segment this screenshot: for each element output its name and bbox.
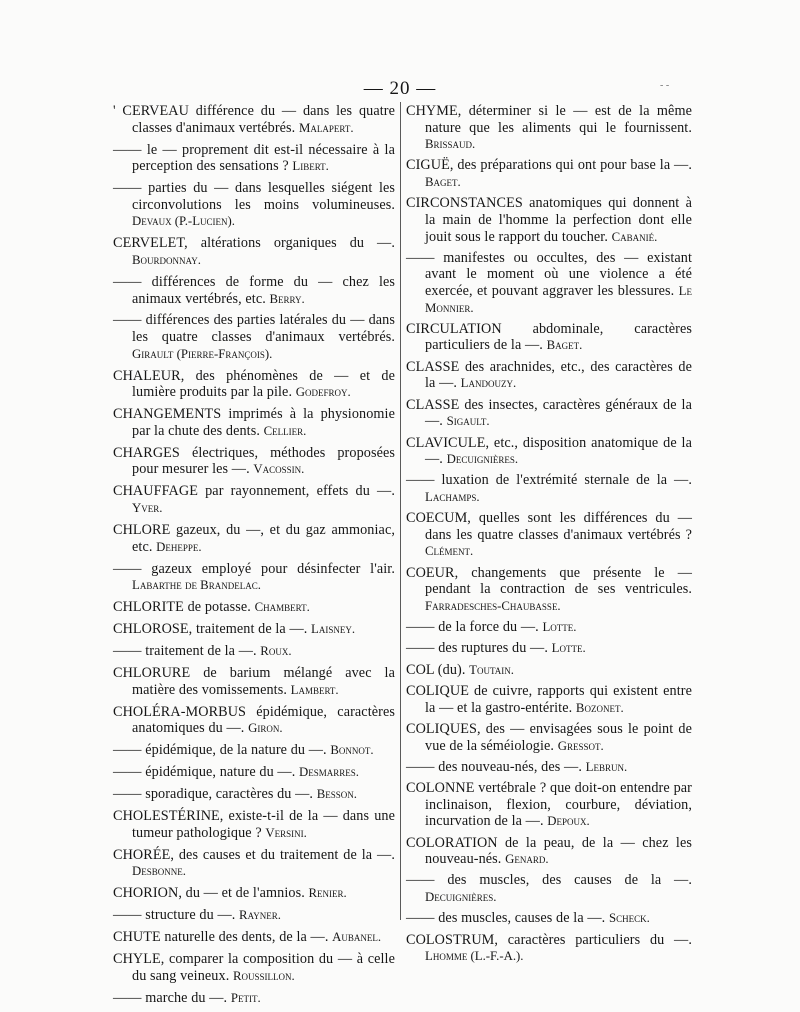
entry-text: CERVELET, altérations organiques du —. <box>113 235 395 252</box>
entry-text: CHALEUR, des phénomènes de — et de lumière produits par la pile. <box>113 367 395 401</box>
entry-author: Desbonne. <box>132 864 186 879</box>
entry-author: Roux. <box>260 644 292 659</box>
index-entry <box>113 704 395 737</box>
index-entry <box>113 599 395 616</box>
entry-text: COLIQUE de cuivre, rapports qui existent entre la — et la gastro-entérite. <box>406 683 692 716</box>
index-entry <box>113 621 395 638</box>
entry-author: Vacossin. <box>253 462 305 477</box>
index-entry <box>113 483 395 516</box>
index-entry <box>113 274 395 307</box>
index-entry <box>406 640 692 657</box>
entry-author: Lhomme (L.-F.-A.). <box>425 949 524 964</box>
index-entry <box>113 951 395 984</box>
entry-author: Desmarres. <box>299 765 359 780</box>
index-entry <box>113 742 395 759</box>
entry-author: Toutain. <box>469 662 514 677</box>
index-entry <box>406 780 692 830</box>
entry-text: COLOSTRUM, caractères particuliers du —. <box>406 931 692 948</box>
index-entry <box>113 180 395 230</box>
entry-author: Devaux (P.-Lucien). <box>132 214 235 229</box>
entry-author: Girault (Pierre-François). <box>132 346 273 361</box>
entry-text: —— luxation de l'extrémité sternale de la —. <box>406 472 692 489</box>
entry-text: CHLORE gazeux, du —, et du gaz ammoniac, etc. <box>113 521 395 555</box>
entry-author: Bourdonnay. <box>132 252 201 267</box>
entry-text: COECUM, quelles sont les différences du — dans les quatre classes d'animaux vertébrés ? <box>406 510 692 543</box>
entry-author: Roussillon. <box>233 968 295 983</box>
entry-author: Aubanel. <box>332 930 382 945</box>
entry-author: Renier. <box>308 886 347 901</box>
index-entry <box>406 835 692 868</box>
entry-text: —— de la force du —. <box>406 619 543 636</box>
entry-text: CIRCULATION abdominale, caractères particuliers de la —. <box>406 320 692 354</box>
entry-text: CHOLÉRA-MORBUS épidémique, caractères anatomiques du —. <box>113 703 395 737</box>
entry-text: CHYLE, comparer la composition du — à celle du sang veineux. <box>113 951 395 984</box>
entry-text: CHARGES électriques, méthodes proposées pour mesurer les —. <box>113 444 395 478</box>
entry-author: Decuignières. <box>446 452 519 467</box>
entry-author: Decuignières. <box>425 890 497 904</box>
page-number: — 20 — <box>363 78 437 99</box>
index-entry <box>406 157 692 190</box>
index-entry <box>406 250 692 316</box>
entry-author: Giron. <box>248 721 283 736</box>
entry-author: Lebrun. <box>585 759 628 774</box>
entry-text: CHYME, déterminer si le — est de la même nature que les aliments qui le fournissent. <box>406 103 692 136</box>
entry-text: CHAUFFAGE par rayonnement, effets du —. <box>113 483 395 500</box>
entry-author: Le Monnier. <box>425 284 692 315</box>
entry-text: COLIQUES, des — envisagées sous le point de vue de la séméiologie. <box>406 720 692 754</box>
entry-author: Besson. <box>316 787 357 802</box>
index-entry <box>113 312 395 362</box>
entry-author: Scheck. <box>608 911 650 926</box>
entry-text: —— traitement de la —. <box>113 643 261 660</box>
entry-text: CHLORITE de potasse. <box>113 599 255 616</box>
entry-author: Malapert. <box>298 120 354 135</box>
index-entry <box>406 435 692 468</box>
index-entry <box>406 195 692 245</box>
entry-text: —— des muscles, causes de la —. <box>406 910 609 927</box>
entry-text: —— épidémique, nature du —. <box>113 764 300 781</box>
entry-text: CIGUË, des préparations qui ont pour base la —. <box>406 157 692 174</box>
index-entry <box>113 764 395 781</box>
entry-author: Farradesches-Chaubasse. <box>425 598 561 613</box>
index-entry <box>406 721 692 754</box>
index-entry <box>113 142 395 175</box>
entry-text: CLASSE des insectes, caractères généraux de la —. <box>406 396 692 430</box>
entry-text: COEUR, changements que présente le — pendant la contraction de ses ventricules. <box>406 564 692 598</box>
entry-author: Laisney. <box>311 622 356 637</box>
index-entry <box>406 872 692 905</box>
index-entry <box>406 565 692 615</box>
entry-text: —— différences des parties latérales du — dans les quatre classes d'animaux vertébrés. <box>113 312 395 346</box>
entry-text: —— épidémique, de la nature du —. <box>113 742 331 759</box>
entry-author: Genard. <box>505 852 549 867</box>
entry-author: Gressot. <box>557 738 604 753</box>
index-entry <box>406 932 692 965</box>
entry-text: CLASSE des arachnides, etc., des caractères de la —. <box>406 358 692 392</box>
index-entry <box>406 759 692 776</box>
entry-author: Yver. <box>132 500 163 515</box>
index-entry <box>113 445 395 478</box>
entry-text: —— des nouveau-nés, des —. <box>406 758 586 775</box>
entry-text: CLAVICULE, etc., disposition anatomique de la —. <box>406 434 692 468</box>
entry-text: COLONNE vertébrale ? que doit-on entendre par inclinaison, flexion, courbure, déviation, incurvation de la —. <box>406 780 692 830</box>
index-entry <box>113 103 395 136</box>
index-entry <box>113 665 395 698</box>
entry-text: —— parties du — dans lesquelles siégent les circonvolutions les moins volumineuses. <box>113 180 395 213</box>
entry-text: —— sporadique, caractères du —. <box>113 786 317 803</box>
entry-author: Rayner. <box>239 908 281 923</box>
entry-author: Depoux. <box>547 814 590 829</box>
corner-mark: - - <box>660 80 670 91</box>
index-entry <box>406 103 692 153</box>
entry-author: Lambert. <box>290 682 339 697</box>
entry-text: —— manifestes ou occultes, des — existant avant le moment où une violence a été exercée, et pouvant aggraver les blessures. <box>406 249 692 299</box>
index-entry <box>113 786 395 803</box>
entry-text: CHORÉE, des causes et du traitement de la —. <box>113 846 395 863</box>
entry-author: Bozonet. <box>575 700 624 715</box>
entry-author: Godefroy. <box>295 385 351 400</box>
index-entry <box>113 368 395 401</box>
index-entry <box>406 910 692 927</box>
index-entry <box>113 808 395 841</box>
entry-text: CHUTE naturelle des dents, de la —. <box>113 929 333 946</box>
entry-author: Chambert. <box>254 600 310 615</box>
entry-text: CHORION, du — et de l'amnios. <box>113 885 309 902</box>
entry-text: —— des muscles, des causes de la —. <box>406 872 692 889</box>
entry-text: CHLORURE de barium mélangé avec la matière des vomissements. <box>113 665 395 698</box>
entry-text: COL (du). <box>406 661 470 678</box>
entry-text: —— structure du —. <box>113 907 240 924</box>
entry-author: Labarthe de Brandelac. <box>132 578 261 593</box>
entry-author: Bonnot. <box>330 743 374 758</box>
entry-author: Petit. <box>230 990 261 1005</box>
index-entry <box>113 235 395 268</box>
index-entry <box>406 321 692 354</box>
index-entry <box>406 472 692 505</box>
index-entry <box>113 929 395 946</box>
index-entry <box>113 847 395 880</box>
entry-text: CIRCONSTANCES anatomiques qui donnent à la main de l'homme la perfection dont elle jouit sous le rapport du toucher. <box>406 195 692 245</box>
index-entry <box>113 522 395 555</box>
entry-author: Clément. <box>425 544 474 559</box>
index-entry <box>113 907 395 924</box>
entry-text: —— le — proprement dit est-il nécessaire à la perception des sensations ? <box>113 141 395 175</box>
index-entry <box>113 885 395 902</box>
left-column <box>113 103 395 1012</box>
entry-author: Versini. <box>265 825 307 840</box>
entry-author: Brissaud. <box>425 137 476 152</box>
entry-text: CHOLESTÉRINE, existe-t-il de la — dans une tumeur pathologique ? <box>113 808 395 841</box>
entry-text: CHLOROSE, traitement de la —. <box>113 621 312 638</box>
index-entry <box>113 990 395 1007</box>
entry-text: COLORATION de la peau, de la — chez les nouveau-nés. <box>406 834 692 868</box>
entry-author: Libert. <box>292 159 329 174</box>
entry-author: Cabanié. <box>611 229 658 244</box>
index-entry <box>406 683 692 716</box>
entry-author: Lotte. <box>542 620 577 635</box>
entry-author: Baget. <box>546 338 583 353</box>
entry-author: Lotte. <box>551 641 586 656</box>
column-divider <box>400 102 401 920</box>
entry-author: Berry. <box>269 291 305 306</box>
right-column <box>406 103 692 969</box>
entry-text: —— marche du —. <box>113 989 231 1006</box>
entry-author: Baget. <box>425 175 461 190</box>
index-entry <box>406 397 692 430</box>
entry-author: Cellier. <box>263 423 307 438</box>
entry-text: —— des ruptures du —. <box>406 640 552 657</box>
entry-author: Lachamps. <box>425 489 480 504</box>
index-entry <box>113 643 395 660</box>
entry-author: Deheppe. <box>156 539 202 554</box>
entry-text: —— différences de forme du — chez les animaux vertébrés, etc. <box>113 273 395 307</box>
index-entry <box>113 561 395 594</box>
index-entry <box>406 619 692 636</box>
entry-author: Landouzy. <box>460 376 517 391</box>
index-entry <box>113 406 395 439</box>
entry-author: Sigault. <box>446 414 490 429</box>
entry-text: CHANGEMENTS imprimés à la physionomie par la chute des dents. <box>113 406 395 439</box>
entry-text: —— gazeux employé pour désinfecter l'air. <box>113 560 395 577</box>
index-entry <box>406 662 692 679</box>
index-entry <box>406 359 692 392</box>
index-entry <box>406 510 692 560</box>
entry-text: ' CERVEAU différence du — dans les quatre classes d'animaux vertébrés. <box>113 103 395 136</box>
